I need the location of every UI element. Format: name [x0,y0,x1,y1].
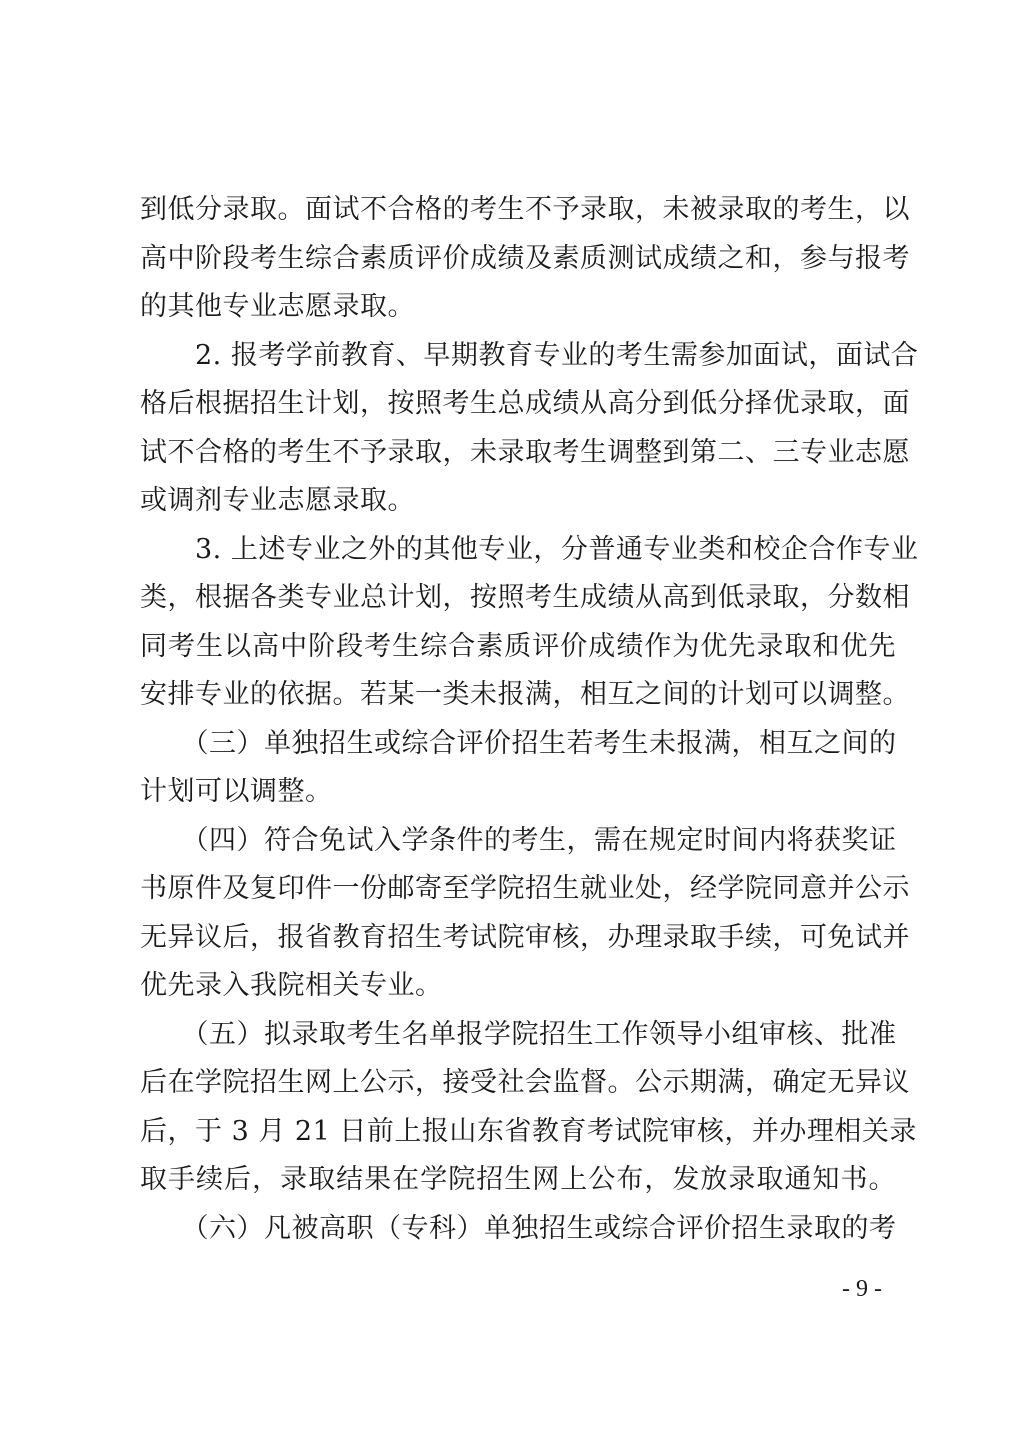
text-line: 无异议后，报省教育招生考试院审核，办理录取手续，可免试并 [140,921,910,953]
text-line: 书原件及复印件一份邮寄至学院招生就业处，经学院同意并公示 [140,873,910,904]
text-line: 格后根据招生计划，按照考生总成绩从高分到低分择优录取，面 [140,388,910,419]
text-line: 优先录入我院相关专业。 [140,970,443,1001]
text-line: 的其他专业志愿录取。 [140,291,415,322]
text-line: 2. 报考学前教育、早期教育专业的考生需参加面试，面试合 [140,339,919,371]
text-line: （四）符合免试入学条件的考生，需在规定时间内将获奖证 [140,824,897,856]
text-line: （五）拟录取考生名单报学院招生工作领导小组审核、批准 [140,1018,897,1050]
text-line: 后在学院招生网上公示，接受社会监督。公示期满，确定无异议 [140,1067,910,1098]
text-line: 试不合格的考生不予录取，未录取考生调整到第二、三专业志愿 [140,436,910,468]
text-line: 或调剂专业志愿录取。 [140,485,415,516]
text-line: 高中阶段考生综合素质评价成绩及素质测试成绩之和，参与报考 [140,242,910,274]
text-line: 安排专业的依据。若某一类未报满，相互之间的计划可以调整。 [140,679,910,710]
body-text [140,186,919,1253]
text-line: 后，于 3 月 21 日前上报山东省教育考试院审核，并办理相关录 [140,1115,917,1147]
text-line: （六）凡被高职（专科）单独招生或综合评价招生录取的考 [140,1212,897,1244]
text-line: （三）单独招生或综合评价招生若考生未报满，相互之间的 [140,727,897,759]
text-line: 取手续后，录取结果在学院招生网上公布，发放录取通知书。 [140,1164,896,1195]
text-line: 计划可以调整。 [140,776,333,807]
text-line: 到低分录取。面试不合格的考生不予录取，未被录取的考生，以 [140,194,910,225]
page-number: - 9 - [842,1276,882,1302]
text-line: 同考生以高中阶段考生综合素质评价成绩作为优先录取和优先 [140,630,896,662]
text-line: 3. 上述专业之外的其他专业，分普通专业类和校企合作专业 [140,533,919,565]
text-line: 类，根据各类专业总计划，按照考生成绩从高到低录取，分数相 [140,582,910,613]
